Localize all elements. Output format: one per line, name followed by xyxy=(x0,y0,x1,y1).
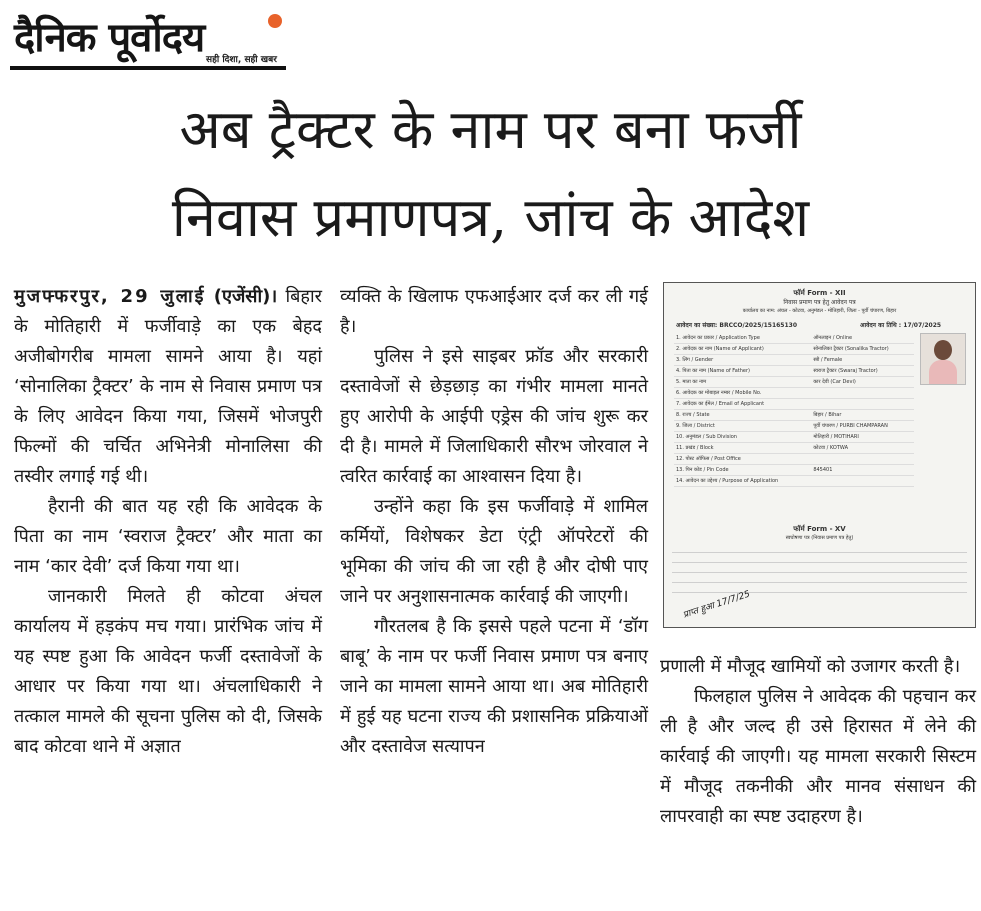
form-field-value xyxy=(811,476,914,487)
form-field-row xyxy=(674,399,914,410)
form-field-value xyxy=(811,399,914,410)
form-field-value: सोनालिका ट्रैक्टर (Sonalika Tractor) xyxy=(811,344,914,355)
handwritten-note: प्राप्त हुआ 17/7/25 xyxy=(682,589,752,621)
form-field-row xyxy=(674,355,914,366)
form-field-label: 9. जिला / District xyxy=(674,421,811,432)
form-field-label: 5. माता का नाम xyxy=(674,377,811,388)
article-paragraph-6: गौरतलब है कि इससे पहले पटना में ‘डॉग बाबू’ के नाम पर फर्जी निवास प्रमाण पत्र बनाए जाने का मामला सामने आया था। अब मोतिहारी में हुई यह घटना राज्य की प्रशासनिक प्रक्रियाओं और दस्तावेज सत्यापन xyxy=(340,616,648,757)
form-field-row xyxy=(674,454,914,465)
form-field-value: स्त्री / Female xyxy=(811,355,914,366)
form-title: निवास प्रमाण पत्र हेतु आवेदन पत्र xyxy=(783,299,856,306)
form-field-value: स्वराज ट्रैक्टर (Swaraj Tractor) xyxy=(811,366,914,377)
photo-head xyxy=(934,340,952,360)
form-field-row xyxy=(674,333,914,344)
article-paragraph-6-continued: प्रणाली में मौजूद खामियों को उजागर करती है। xyxy=(660,656,961,677)
article-paragraph-4: पुलिस ने इसे साइबर फ्रॉड और सरकारी दस्तावेजों से छेड़छाड़ का गंभीर मामला मानते हुए आरोपी के आईपी एड्रेस की जांच शुरू कर दी है। मामले में जिलाधिकारी सौरभ जोरवाल ने त्वरित कार्रवाई का आश्वासन दिया है। xyxy=(340,346,648,487)
form-xv-text-lines xyxy=(672,545,967,595)
form-field-label: 3. लिंग / Gender xyxy=(674,355,811,366)
headline-line-1: अब ट्रैक्टर के नाम पर बना फर्जी xyxy=(179,98,802,161)
form-field-label: 2. आवेदक का नाम (Name of Applicant) xyxy=(674,344,811,355)
form-field-label: 1. आवेदन का प्रकार / Application Type xyxy=(674,333,811,344)
article-column-2 xyxy=(340,282,648,762)
form-field-row xyxy=(674,432,914,443)
form-field-value: 845401 xyxy=(811,465,914,476)
masthead-rule xyxy=(10,66,286,70)
newspaper-name: दैनिक पूर्वोदय xyxy=(14,15,205,61)
article-paragraph-5: उन्होंने कहा कि इस फर्जीवाड़े में शामिल कर्मियों, विशेषकर डेटा एंट्री ऑपरेटरों की भूमिका की जांच की जा रही है और दोषी पाए जाने पर अनुशासनात्मक कार्रवाई की जाएगी। xyxy=(340,496,648,607)
form-field-label: 14. आवेदन का उद्देश्य / Purpose of Application xyxy=(674,476,811,487)
headline xyxy=(0,86,981,262)
article-paragraph-1 xyxy=(14,282,322,492)
form-field-row xyxy=(674,443,914,454)
masthead xyxy=(10,8,290,74)
form-field-label: 4. पिता का नाम (Name of Father) xyxy=(674,366,811,377)
form-number: फॉर्म Form - XII xyxy=(793,289,846,297)
form-field-row xyxy=(674,366,914,377)
form-field-row xyxy=(674,465,914,476)
headline-line-2: निवास प्रमाणपत्र, जांच के आदेश xyxy=(171,186,810,249)
form-field-label: 6. आवेदक का मोबाइल नम्बर / Mobile No. xyxy=(674,388,811,399)
form-field-row xyxy=(674,410,914,421)
article-paragraph-2: हैरानी की बात यह रही कि आवेदक के पिता का नाम ‘स्वराज ट्रैक्टर’ और माता का नाम ‘कार देवी’ दर्ज किया गया था। xyxy=(14,496,322,577)
form-field-row xyxy=(674,344,914,355)
form-field-label: 7. आवेदक का ईमेल / Email of Applicant xyxy=(674,399,811,410)
paragraph-1-text: बिहार के मोतिहारी में फर्जीवाड़े का एक बेहद अजीबोगरीब मामला सामने आया है। यहां ‘सोनालिका ट्रैक्टर’ के नाम से निवास प्रमाण पत्र के लिए आवेदन किया गया, जिसमें भोजपुरी फिल्मों की चर्चित अभिनेत्री मोनालिसा की तस्वीर लगाई गई थी। xyxy=(14,286,322,487)
application-date: आवेदन का तिथि : 17/07/2025 xyxy=(860,322,942,329)
form-field-row xyxy=(674,388,914,399)
form-field-value xyxy=(811,454,914,465)
residence-certificate-application-image xyxy=(663,282,976,628)
form-field-label: 13. पिन कोड / Pin Code xyxy=(674,465,811,476)
article-column-3 xyxy=(660,652,976,832)
logo-sun-icon xyxy=(268,14,282,28)
form-field-label: 12. पोस्ट ऑफिस / Post Office xyxy=(674,454,811,465)
application-number: आवेदन का संख्या: BRCCO/2025/15165130 xyxy=(676,322,797,329)
photo-body xyxy=(929,360,957,384)
dateline: मुजफ्फरपुर, 29 जुलाई xyxy=(14,286,206,307)
form-field-value: बिहार / Bihar xyxy=(811,410,914,421)
newspaper-tagline: सही दिशा, सही खबर xyxy=(206,55,277,65)
form-field-value: पूर्वी चंपारण / PURBI CHAMPARAN xyxy=(811,421,914,432)
article-paragraph-7: फिलहाल पुलिस ने आवेदक की पहचान कर ली है और जल्द ही उसे हिरासत में लेने की कार्रवाई की जाएगी। यह मामला सरकारी सिस्टम में मौजूद तकनीकी और मानव संसाधन की लापरवाही का स्पष्ट उदाहरण है। xyxy=(660,686,976,827)
form-fields-table xyxy=(674,333,914,487)
agency-credit: (एजेंसी)। xyxy=(213,286,278,307)
article-paragraph-3-continued: व्यक्ति के खिलाफ एफआईआर दर्ज कर ली गई है। xyxy=(340,286,648,337)
form-field-value: कोटवा / KOTWA xyxy=(811,443,914,454)
form-office: कार्यालय का नाम: अंचल - कोटवा, अनुमंडल - मोतिहारी, जिला - पूर्वी चंपारण, बिहार xyxy=(742,308,897,314)
article-column-1 xyxy=(14,282,322,762)
form-field-value: कार देवी (Car Devi) xyxy=(811,377,914,388)
form-field-label: 8. राज्य / State xyxy=(674,410,811,421)
form-field-row xyxy=(674,377,914,388)
article-paragraph-3: जानकारी मिलते ही कोटवा अंचल कार्यालय में हड़कंप मच गया। प्रारंभिक जांच में यह स्पष्ट हुआ कि आवेदन फर्जी दस्तावेजों के आधार पर किया गया था। अंचलाधिकारी ने तत्काल मामले की सूचना पुलिस को दी, जिसके बाद कोटवा थाने में अज्ञात xyxy=(14,586,322,757)
form-field-row xyxy=(674,476,914,487)
form-xv-number: फॉर्म Form - XV xyxy=(793,525,846,533)
form-field-value: ऑनलाइन / Online xyxy=(811,333,914,344)
form-field-row xyxy=(674,421,914,432)
form-xv-title: स्वघोषणा पत्र (निवास प्रमाण पत्र हेतु) xyxy=(785,535,854,541)
form-field-value: मोतिहारी / MOTIHARI xyxy=(811,432,914,443)
form-field-label: 10. अनुमंडल / Sub Division xyxy=(674,432,811,443)
form-field-value xyxy=(811,388,914,399)
applicant-photo xyxy=(920,333,966,385)
form-field-label: 11. प्रखंड / Block xyxy=(674,443,811,454)
